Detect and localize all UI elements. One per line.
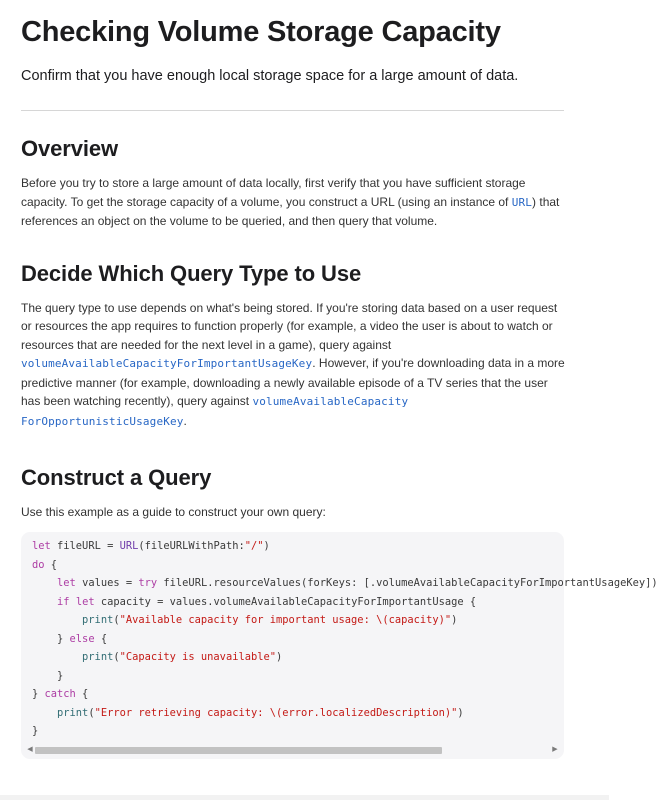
code-text: ) — [457, 706, 464, 719]
page-bottom-edge — [0, 795, 609, 800]
query-type-heading: Decide Which Query Type to Use — [21, 260, 362, 286]
page-title: Checking Volume Storage Capacity — [21, 16, 501, 48]
code-indent — [32, 707, 57, 719]
code-text: } — [57, 632, 70, 645]
code-function: print — [82, 651, 114, 663]
code-text: ( — [113, 614, 120, 626]
code-line — [32, 725, 38, 737]
code-keyword: let — [32, 540, 51, 552]
query-type-paragraph — [21, 299, 566, 432]
code-text: capacity = values.volumeAvailableCapacityForImportantUsage { — [94, 595, 477, 608]
code-keyword: do — [32, 558, 45, 571]
opportunistic-link-part-2: ForOpportunisticUsageKey — [21, 414, 184, 428]
code-text: { — [94, 632, 108, 645]
code-text: { — [44, 558, 58, 571]
overview-text-1: Before you try to store a large amount of data locally, first verify that you have sufficient storage capacity. To get the storage capacity of a volume, you construct a URL (using an instance of — [21, 176, 526, 209]
code-text: ( — [113, 651, 120, 663]
query-type-text-3: . — [183, 413, 187, 428]
important-usage-key-link[interactable]: volumeAvailableCapacityForImportantUsageKey — [21, 357, 313, 370]
code-keyword: else — [69, 632, 95, 645]
scrollbar-track[interactable] — [35, 747, 550, 754]
code-indent — [32, 577, 57, 589]
code-keyword: try — [138, 577, 158, 589]
scroll-left-arrow-icon[interactable]: ◀ — [27, 746, 33, 753]
horizontal-scrollbar[interactable] — [21, 743, 564, 757]
scrollbar-thumb[interactable] — [35, 747, 442, 754]
construct-paragraph: Use this example as a guide to construct your own query: — [21, 505, 326, 519]
query-type-text-2: . However, if you're downloading data in a more predictive manner (for example, downloading a newly available episode of a TV series that the user has been watching recently), query against — [21, 356, 565, 408]
overview-paragraph — [21, 174, 566, 231]
code-line — [32, 577, 658, 589]
page-abstract: Confirm that you have enough local storage space for a large amount of data. — [21, 68, 519, 84]
code-text: ) — [276, 651, 283, 663]
code-indent — [32, 596, 57, 608]
code-keyword: let — [75, 595, 95, 608]
code-line — [32, 688, 88, 700]
code-keyword: catch — [44, 688, 76, 700]
divider — [21, 110, 564, 111]
code-line — [32, 707, 464, 719]
code-string: "/" — [244, 540, 264, 552]
code-indent — [32, 651, 82, 663]
url-link[interactable]: URL — [511, 195, 533, 209]
code-line — [32, 614, 457, 626]
code-text: (fileURLWithPath: — [138, 540, 245, 552]
code-indent — [32, 633, 57, 645]
code-text: fileURL.resourceValues(forKeys: [.volumeAvailableCapacityForImportantUsageKey]) — [157, 577, 658, 589]
construct-heading: Construct a Query — [21, 465, 212, 490]
scroll-right-arrow-icon[interactable]: ▶ — [552, 746, 558, 753]
code-text: ( — [88, 706, 95, 719]
code-line — [32, 540, 270, 552]
code-text: } — [32, 669, 64, 682]
code-line — [32, 596, 476, 608]
code-indent — [32, 614, 82, 626]
overview-heading: Overview — [21, 136, 119, 161]
code-keyword: if — [57, 595, 70, 608]
code-keyword: let — [57, 577, 76, 589]
code-string: "Error retrieving capacity: \(error.localizedDescription)" — [94, 706, 458, 719]
code-text: ) — [451, 614, 458, 626]
code-listing — [21, 532, 658, 759]
code-text: values = — [75, 577, 139, 589]
code-text: } — [32, 725, 39, 737]
overview-text-2: ) that references an object on the volume to be queried, and then query that volume. — [21, 194, 560, 228]
query-type-text-1: The query type to use depends on what's being stored. If you're storing data based on a user request or resources the app requires to function properly (for example, a video the user is about to watch or resources that are needed for the next level in a game), query against — [21, 300, 558, 352]
code-string: "Available capacity for important usage: \(capacity)" — [119, 614, 452, 626]
opportunistic-link-part-1: volumeAvailableCapacity — [252, 395, 409, 408]
code-function: print — [57, 706, 89, 719]
code-line — [32, 651, 282, 663]
code-block — [32, 537, 658, 741]
code-string: "Capacity is unavailable" — [119, 651, 276, 663]
code-line — [32, 633, 107, 645]
code-text: ) — [263, 540, 270, 552]
code-line — [32, 559, 57, 571]
code-type: URL — [119, 540, 139, 552]
code-line — [32, 670, 63, 682]
code-function: print — [82, 614, 114, 626]
code-text: } — [32, 688, 45, 700]
code-text: fileURL = — [50, 540, 120, 552]
code-text: { — [75, 688, 89, 700]
